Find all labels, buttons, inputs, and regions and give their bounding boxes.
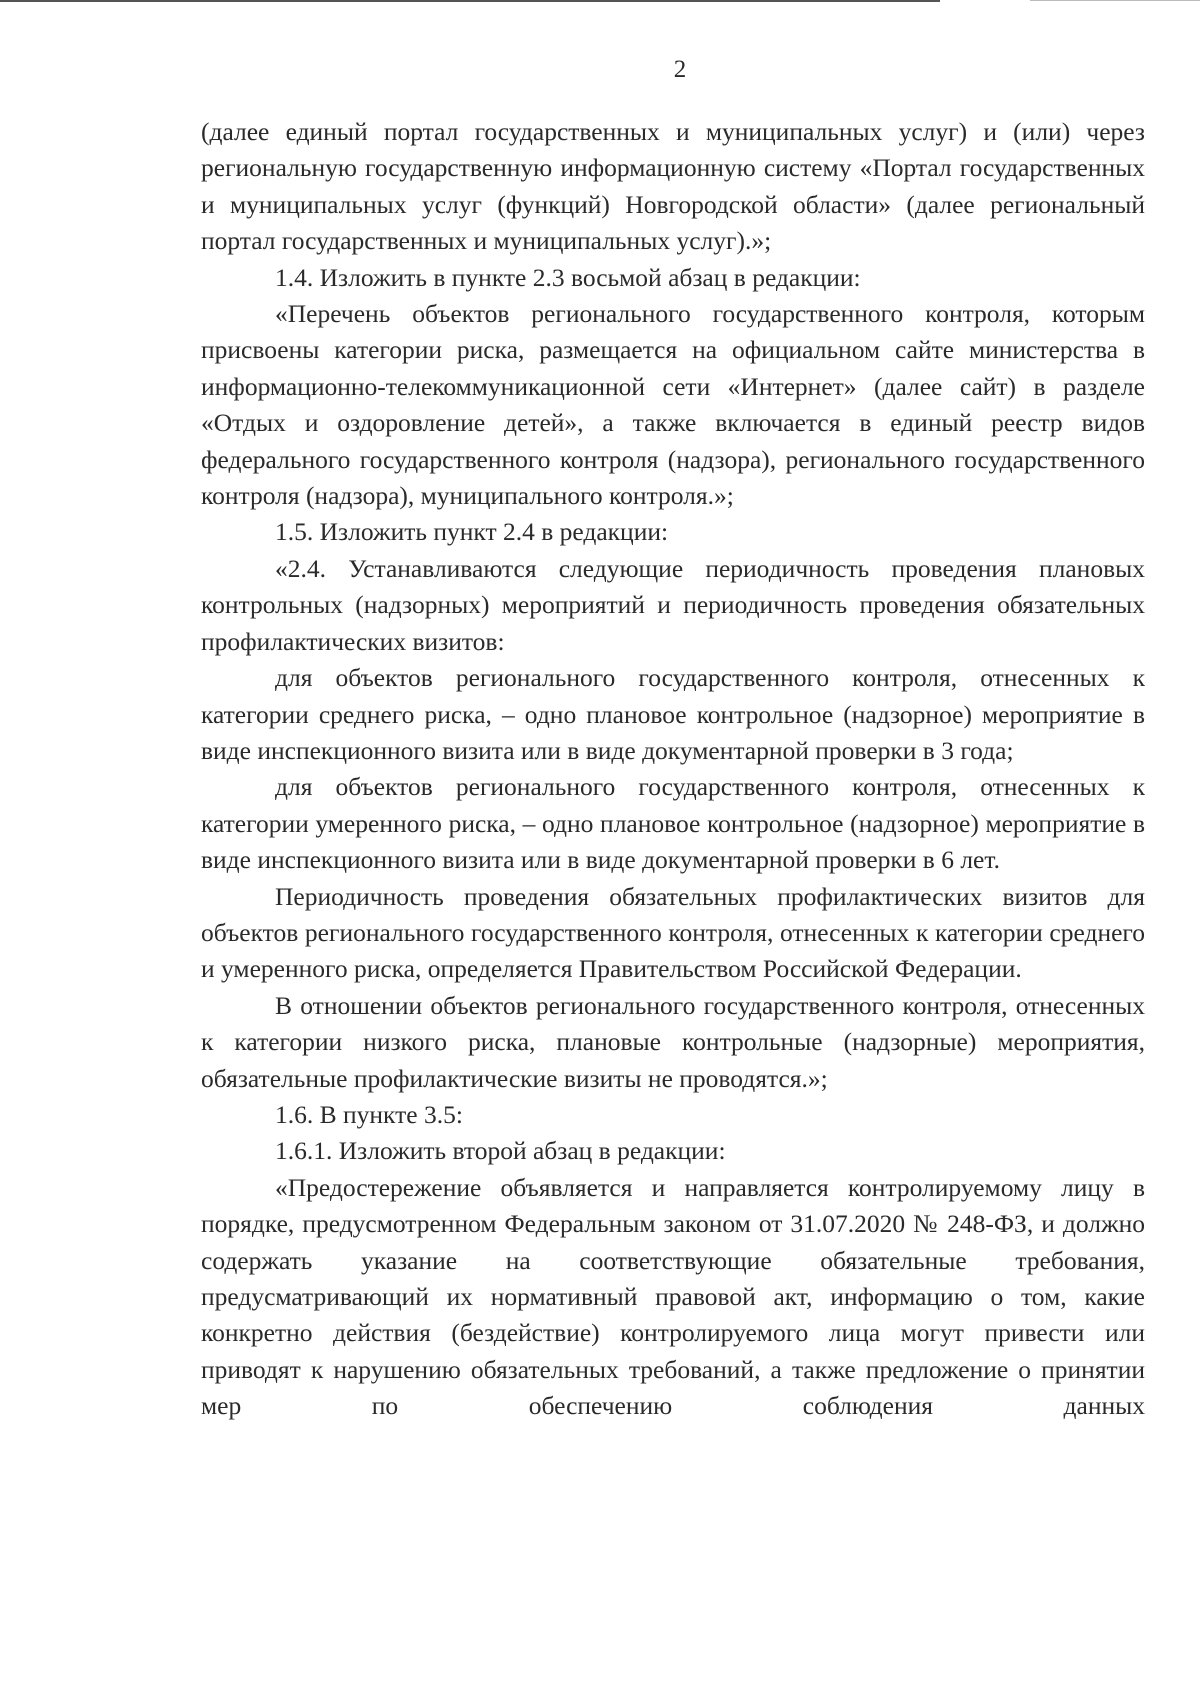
paragraph-low-risk: В отношении объектов регионального государственного контроля, отнесенных к категории низкого риска, плановые контрольные (надзорные) мероприятия, обязательные профилактические визиты не проводятся.»;	[201, 990, 1145, 1093]
page-number: 2	[673, 56, 687, 83]
paragraph-preventive-visits: Периодичность проведения обязательных профилактических визитов для объектов регионального государственного контроля, отнесенных к категории среднего и умеренного риска, определяется Правительством Российской Федерации.	[201, 881, 1145, 984]
paragraph-warning: «Предостережение объявляется и направляется контролируемому лицу в порядке, предусмотренном Федеральным законом от 31.07.2020 № 248-ФЗ, и должно содержать указание на соответствующие обязательные требования, предусматривающий их нормативный правовой акт, информацию о том, какие конкретно действия (бездействие) контролируемого лица могут привести или приводят к нарушению обязательных требований, а также предложение о принятии мер по обеспечению соблюдения данных	[201, 1172, 1145, 1421]
paragraph-objects-list: «Перечень объектов регионального государственного контроля, которым присвоены категории риска, размещается на официальном сайте министерства в информационно-телекоммуникационной сети «Интернет» (далее сайт) в разделе «Отдых и оздоровление детей», а также включается в единый реестр видов федерального государственного контроля (надзора), регионального государственного контроля (надзора), муниципального контроля.»;	[201, 299, 1145, 511]
scan-top-edge-left	[0, 0, 940, 2]
scan-top-edge-right	[1030, 0, 1200, 1]
paragraph-portal-continuation: (далее единый портал государственных и муниципальных услуг) и (или) через региональную государственную информационную систему «Портал государственных и муниципальных услуг (функций) Новгородской области» (далее региональный портал государственных и муниципальных услуг).»;	[201, 117, 1145, 256]
paragraph-medium-risk: для объектов регионального государственного контроля, отнесенных к категории среднего риска, – одно плановое контрольное (надзорное) мероприятие в виде инспекционного визита или в виде документарной проверки в 3 года;	[201, 663, 1145, 765]
paragraph-item-1-4: 1.4. Изложить в пункте 2.3 восьмой абзац в редакции:	[275, 262, 861, 292]
paragraph-item-1-6-1: 1.6.1. Изложить второй абзац в редакции:	[275, 1136, 726, 1166]
paragraph-moderate-risk: для объектов регионального государственного контроля, отнесенных к категории умеренного риска, – одно плановое контрольное (надзорное) мероприятие в виде инспекционного визита или в виде документарной проверки в 6 лет.	[201, 772, 1145, 875]
paragraph-item-1-5: 1.5. Изложить пункт 2.4 в редакции:	[275, 517, 669, 547]
paragraph-item-1-6: 1.6. В пункте 3.5:	[275, 1099, 463, 1129]
paragraph-periodicity: «2.4. Устанавливаются следующие периодичность проведения плановых контрольных (надзорных) мероприятий и периодичность проведения обязательных профилактических визитов:	[201, 553, 1145, 656]
document-body	[201, 114, 1145, 1425]
